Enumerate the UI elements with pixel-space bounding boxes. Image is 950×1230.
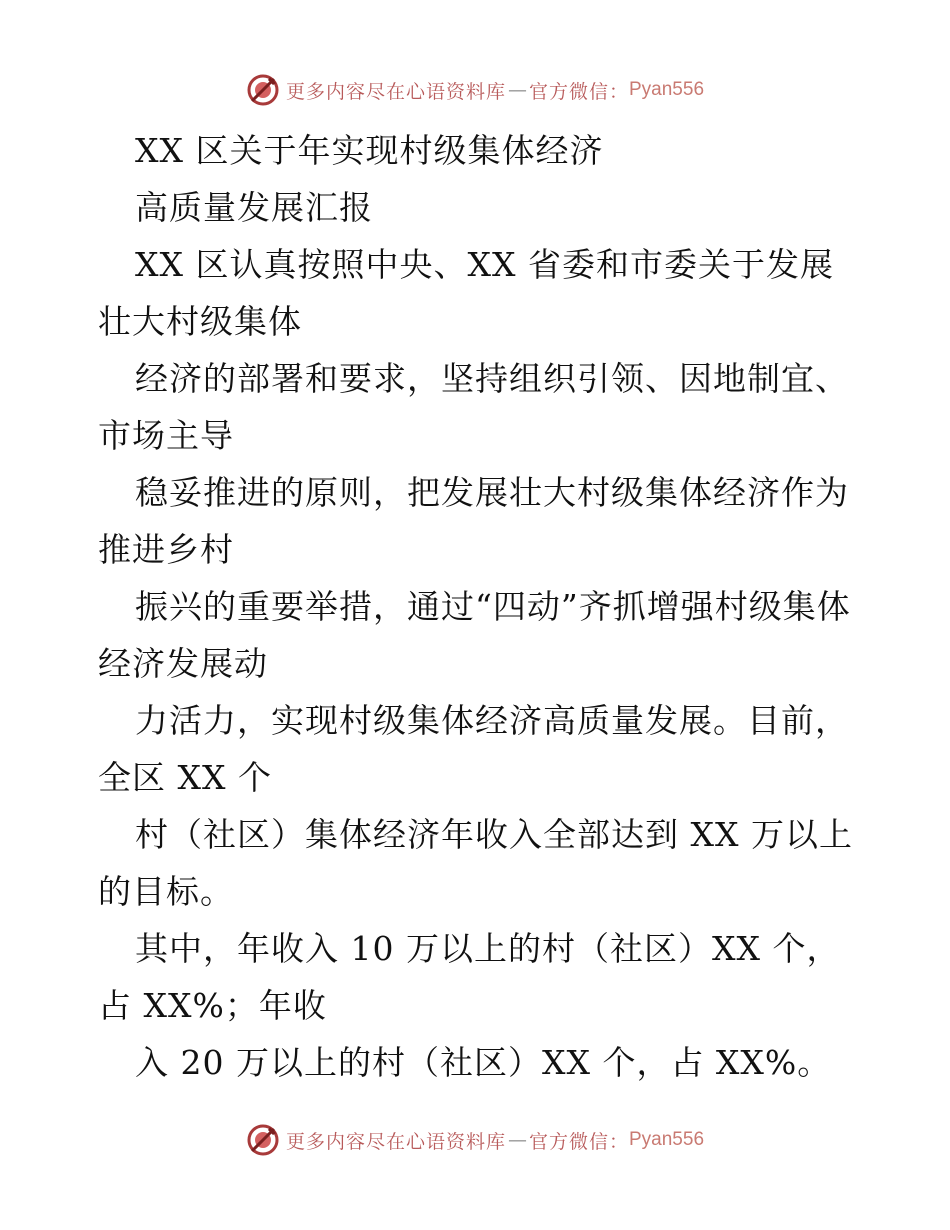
- watermark-header: [0, 70, 950, 110]
- watermark-official: 官方微信：: [528, 80, 629, 103]
- title-line-2: 高质量发展汇报: [135, 188, 373, 227]
- paragraph-6: 村（社区）集体经济年收入全部达到 XX 万以上的目标。: [98, 815, 853, 911]
- pen-logo-icon: [246, 1123, 280, 1157]
- paragraph-3: 稳妥推进的原则，把发展壮大村级集体经济作为推进乡村: [98, 473, 849, 569]
- paragraph-1: XX 区认真按照中央、XX 省委和市委关于发展壮大村级集体: [98, 245, 834, 341]
- pen-logo-icon: [246, 73, 280, 107]
- watermark-separator: —: [507, 1129, 527, 1151]
- watermark-separator: —: [507, 79, 527, 101]
- watermark-text: 更多内容尽在心语资料库: [285, 80, 506, 103]
- paragraph-4: 振兴的重要举措，通过“四动”齐抓增强村级集体经济发展动: [98, 587, 851, 683]
- paragraph-last: 入 20 万以上的村（社区）XX 个，占 XX%。: [135, 1043, 832, 1082]
- paragraph-2: 经济的部署和要求，坚持组织引领、因地制宜、市场主导: [98, 359, 849, 455]
- document-body: [98, 122, 858, 1091]
- paragraph-7: 其中，年收入 10 万以上的村（社区）XX 个，占 XX%；年收: [98, 929, 841, 1025]
- title-line-1: XX 区关于年实现村级集体经济: [135, 131, 604, 170]
- watermark-id: Pyan556: [629, 79, 705, 100]
- watermark-official: 官方微信：: [528, 1130, 629, 1153]
- watermark-id: Pyan556: [629, 1129, 705, 1150]
- watermark-text: 更多内容尽在心语资料库: [285, 1130, 506, 1153]
- paragraph-5: 力活力，实现村级集体经济高质量发展。目前，全区 XX 个: [98, 701, 849, 797]
- watermark-footer: [0, 1120, 950, 1160]
